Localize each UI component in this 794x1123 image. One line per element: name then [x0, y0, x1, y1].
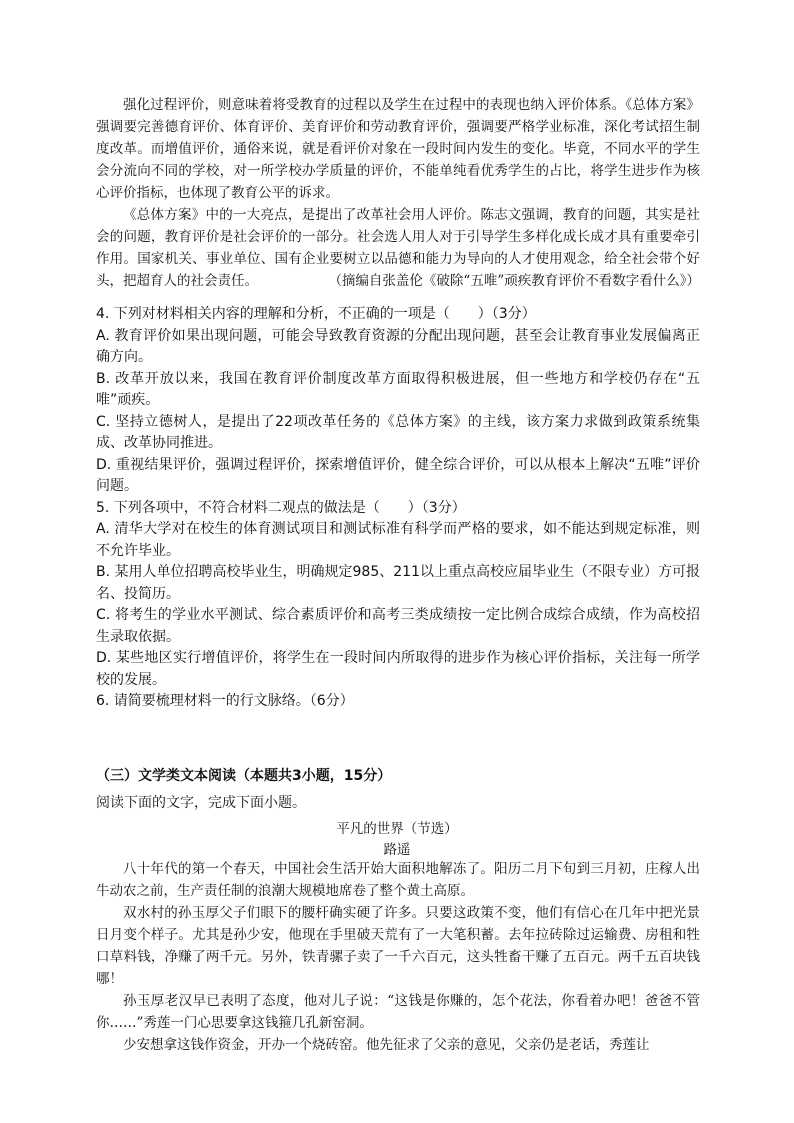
story-paragraph-1: 八十年代的第一个春天，中国社会生活开始大面积地解冻了。阳历二月下旬到三月初，庄稼人出牛动农之前，生产责任制的浪潮大规模地席卷了整个黄土高原。: [96, 861, 700, 899]
section-3-title: （三）文学类文本阅读（本题共3小题，15分）: [96, 768, 392, 784]
question-4-option-d: D. 重视结果评价，强调过程评价，探索增值评价，健全综合评价，可以从根本上解决“五唯”评价问题。: [96, 456, 700, 494]
question-5-option-d: D. 某些地区实行增值评价，将学生在一段时间内所取得的进步作为核心评价指标，关注每一所学校的发展。: [96, 650, 700, 688]
story-paragraph-3: 孙玉厚老汉早已表明了态度，他对儿子说：“这钱是你赚的，怎个花法，你看着办吧！爸爸不管你……”秀莲一门心思要拿这钱箍几孔新窑洞。: [96, 993, 700, 1031]
passage-source: （摘编自张盖伦《破除“五唯”顽疾教育评价不看数字看什么》）: [328, 273, 700, 289]
passage-paragraph-1-text: 强化过程评价，则意味着将受教育的过程以及学生在过程中的表现也纳入评价体系。《总体方案》强调要完善德育评价、体育评价、美育评价和劳动教育评价，强调要严格学业标准，深化考试招生制度改革。而增值评价，通俗来说，就是看评价对象在一段时间内发生的变化。毕竟，不同水平的学生会分流向不同的学校，对一所学校办学质量的评价，不能单纯看优秀学生的占比，将学生进步作为核心评价指标，也体现了教育公平的诉求。: [96, 97, 700, 201]
question-5-stem: 5. 下列各项中，不符合材料二观点的做法是（ ）（3分）: [96, 499, 466, 516]
question-5-option-a: A. 清华大学对在校生的体育测试项目和测试标准有科学而严格的要求，如不能达到规定标准，则不允许毕业。: [96, 521, 700, 559]
question-6-stem: 6. 请简要梳理材料一的行文脉络。（6分）: [96, 693, 354, 709]
story-title: 平凡的世界（节选）: [336, 821, 458, 837]
question-4-option-a: A. 教育评价如果出现问题，可能会导致教育资源的分配出现问题，甚至会让教育事业发展偏离正确方向。: [96, 327, 700, 365]
passage-paragraph-1: [96, 94, 700, 204]
story-body: [96, 858, 700, 1056]
question-5-option-b: B. 某用人单位招聘高校毕业生，明确规定985、211以上重点高校应届毕业生（不限专业）方可报名、投简历。: [96, 564, 700, 602]
questions-block: [96, 304, 700, 713]
passage-paragraph-2-text: 《总体方案》中的一大亮点，是提出了改革社会用人评价。陈志文强调，教育的问题，其实是社会的问题，教育评价是社会评价的一部分。社会选人用人对于引导学生多样化成长成才具有重要牵引作用。国家机关、事业单位、国有企业要树立以品德和能力为导向的人才使用观念，给全社会带个好头，把超育人的社会责任。: [96, 207, 700, 289]
story-paragraph-2: 双水村的孙玉厚父子们眼下的腰杆确实硬了许多。只要这政策不变，他们有信心在几年中把光景日月变个样子。尤其是孙少安，他现在手里破天荒有了一大笔积蓄。去年拉砖除过运输费、房租和牲口草料钱，净赚了两千元。另外，铁青骡子卖了一千六百元，这头牲畜干赚了五百元。两千五百块钱哪！: [96, 905, 700, 987]
question-4-option-b: B. 改革开放以来，我国在教育评价制度改革方面取得积极进展，但一些地方和学校仍存在“五唯”顽疾。: [96, 370, 700, 408]
question-4-stem: 4. 下列对材料相关内容的理解和分析，不正确的一项是（ ）（3分）: [96, 306, 536, 322]
story-paragraph-4: 少安想拿这钱作资金，开办一个烧砖窑。他先征求了父亲的意见，父亲仍是老话，秀莲让: [123, 1037, 650, 1053]
question-4-option-c: C. 坚持立德树人，是提出了22项改革任务的《总体方案》的主线，该方案力求做到政策系统集成、改革协同推进。: [96, 413, 700, 451]
section-3-intro: 阅读下面的文字，完成下面小题。: [96, 795, 306, 811]
story-author: 路遥: [383, 842, 411, 858]
question-5-option-c: C. 将考生的学业水平测试、综合素质评价和高考三类成绩按一定比例合成综合成绩，作为高校招生录取依据。: [96, 607, 700, 645]
